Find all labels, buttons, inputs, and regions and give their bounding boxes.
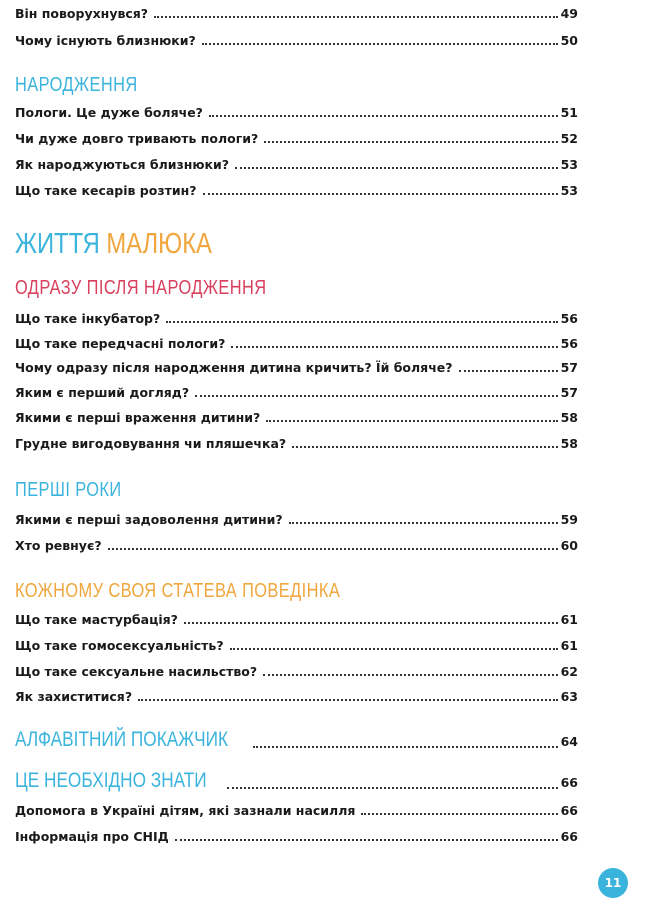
entry-title: Допомога в Україні дітям, які зазнали насилля (15, 803, 356, 818)
entry-page: 62 (560, 664, 578, 679)
entry-title: Що таке передчасні пологи? (15, 336, 226, 351)
entry-title: Що таке сексуальне насильство? (15, 664, 258, 679)
dot-leader (292, 446, 557, 448)
chapter-title-word2: МАЛЮКА (106, 228, 212, 260)
dot-leader (253, 746, 558, 748)
toc-entry[interactable] (15, 105, 578, 120)
section-heading: ОДРАЗУ ПІСЛЯ НАРОДЖЕННЯ (15, 277, 267, 299)
dot-leader (231, 346, 557, 348)
dot-leader (227, 787, 558, 789)
section-heading: АЛФАВІТНИЙ ПОКАЖЧИК (15, 728, 229, 751)
toc-entry[interactable] (15, 131, 578, 146)
page-number-badge: 11 (598, 868, 628, 898)
dot-leader (235, 167, 558, 169)
entry-title: Що таке кесарів розтин? (15, 183, 197, 198)
toc-entry[interactable] (15, 6, 578, 21)
dot-leader (266, 420, 557, 422)
entry-page: 50 (560, 33, 578, 48)
chapter-title (15, 228, 212, 261)
toc-entry[interactable] (15, 612, 578, 627)
dot-leader (184, 622, 558, 624)
entry-page: 59 (560, 512, 578, 527)
toc-entry[interactable] (15, 538, 578, 553)
dot-leader (264, 141, 557, 143)
dot-leader (202, 43, 558, 45)
entry-title: Інформація про СНІД (15, 829, 169, 844)
entry-page: 66 (560, 829, 578, 844)
entry-page: 61 (560, 638, 578, 653)
section-heading-entry[interactable] (15, 769, 578, 793)
dot-leader (289, 522, 558, 524)
toc-entry[interactable] (15, 829, 578, 844)
entry-page: 66 (560, 775, 578, 790)
entry-title: Що таке інкубатор? (15, 311, 161, 326)
entry-page: 51 (560, 105, 578, 120)
entry-page: 56 (560, 336, 578, 351)
dot-leader (154, 16, 558, 18)
dot-leader (195, 395, 557, 397)
dot-leader (230, 648, 558, 650)
toc-entry[interactable] (15, 33, 578, 48)
entry-title: Він поворухнувся? (15, 6, 149, 21)
entry-title: Пологи. Це дуже боляче? (15, 105, 203, 120)
entry-title: Що таке гомосексуальність? (15, 638, 224, 653)
toc-entry[interactable] (15, 512, 578, 527)
dot-leader (175, 839, 558, 841)
toc-entry[interactable] (15, 664, 578, 679)
section-heading-entry[interactable] (15, 728, 578, 752)
entry-page: 56 (560, 311, 578, 326)
entry-title: Як народжуються близнюки? (15, 157, 230, 172)
dot-leader (166, 321, 557, 323)
entry-title: Яким є перший догляд? (15, 385, 190, 400)
entry-title: Що таке мастурбація? (15, 612, 178, 627)
dot-leader (361, 813, 557, 815)
toc-entry[interactable] (15, 183, 578, 198)
toc-entry[interactable] (15, 689, 578, 704)
entry-page: 61 (560, 612, 578, 627)
entry-page: 58 (560, 436, 578, 451)
dot-leader (263, 674, 557, 676)
entry-page: 49 (560, 6, 578, 21)
toc-entry[interactable] (15, 803, 578, 818)
entry-title: Якими є перші задоволення дитини? (15, 512, 283, 527)
dot-leader (138, 699, 558, 701)
entry-page: 57 (560, 385, 578, 400)
toc-entry[interactable] (15, 385, 578, 400)
toc-entry[interactable] (15, 311, 578, 326)
entry-page: 53 (560, 157, 578, 172)
entry-page: 66 (560, 803, 578, 818)
entry-page: 63 (560, 689, 578, 704)
toc-entry[interactable] (15, 410, 578, 425)
section-heading: ЦЕ НЕОБХІДНО ЗНАТИ (15, 769, 207, 792)
section-heading: ПЕРШІ РОКИ (15, 479, 122, 501)
entry-title: Чому одразу після народження дитина кричить? Їй боляче? (15, 360, 453, 375)
toc-entry[interactable] (15, 336, 578, 351)
entry-title: Хто ревнує? (15, 538, 102, 553)
entry-title: Як захиститися? (15, 689, 133, 704)
entry-title: Чому існують близнюки? (15, 33, 196, 48)
entry-page: 52 (560, 131, 578, 146)
entry-title: Чи дуже довго тривають пологи? (15, 131, 259, 146)
entry-page: 60 (560, 538, 578, 553)
entry-page: 58 (560, 410, 578, 425)
dot-leader (203, 193, 558, 195)
dot-leader (459, 370, 558, 372)
section-heading: КОЖНОМУ СВОЯ СТАТЕВА ПОВЕДІНКА (15, 580, 341, 602)
entry-title: Якими є перші враження дитини? (15, 410, 261, 425)
chapter-title-word1: ЖИТТЯ (15, 228, 100, 260)
entry-page: 53 (560, 183, 578, 198)
toc-entry[interactable] (15, 360, 578, 375)
dot-leader (209, 115, 558, 117)
entry-page: 64 (560, 734, 578, 749)
section-heading: НАРОДЖЕННЯ (15, 74, 138, 96)
toc-entry[interactable] (15, 157, 578, 172)
toc-entry[interactable] (15, 436, 578, 451)
dot-leader (108, 548, 558, 550)
entry-page: 57 (560, 360, 578, 375)
entry-title: Грудне вигодовування чи пляшечка? (15, 436, 287, 451)
toc-entry[interactable] (15, 638, 578, 653)
